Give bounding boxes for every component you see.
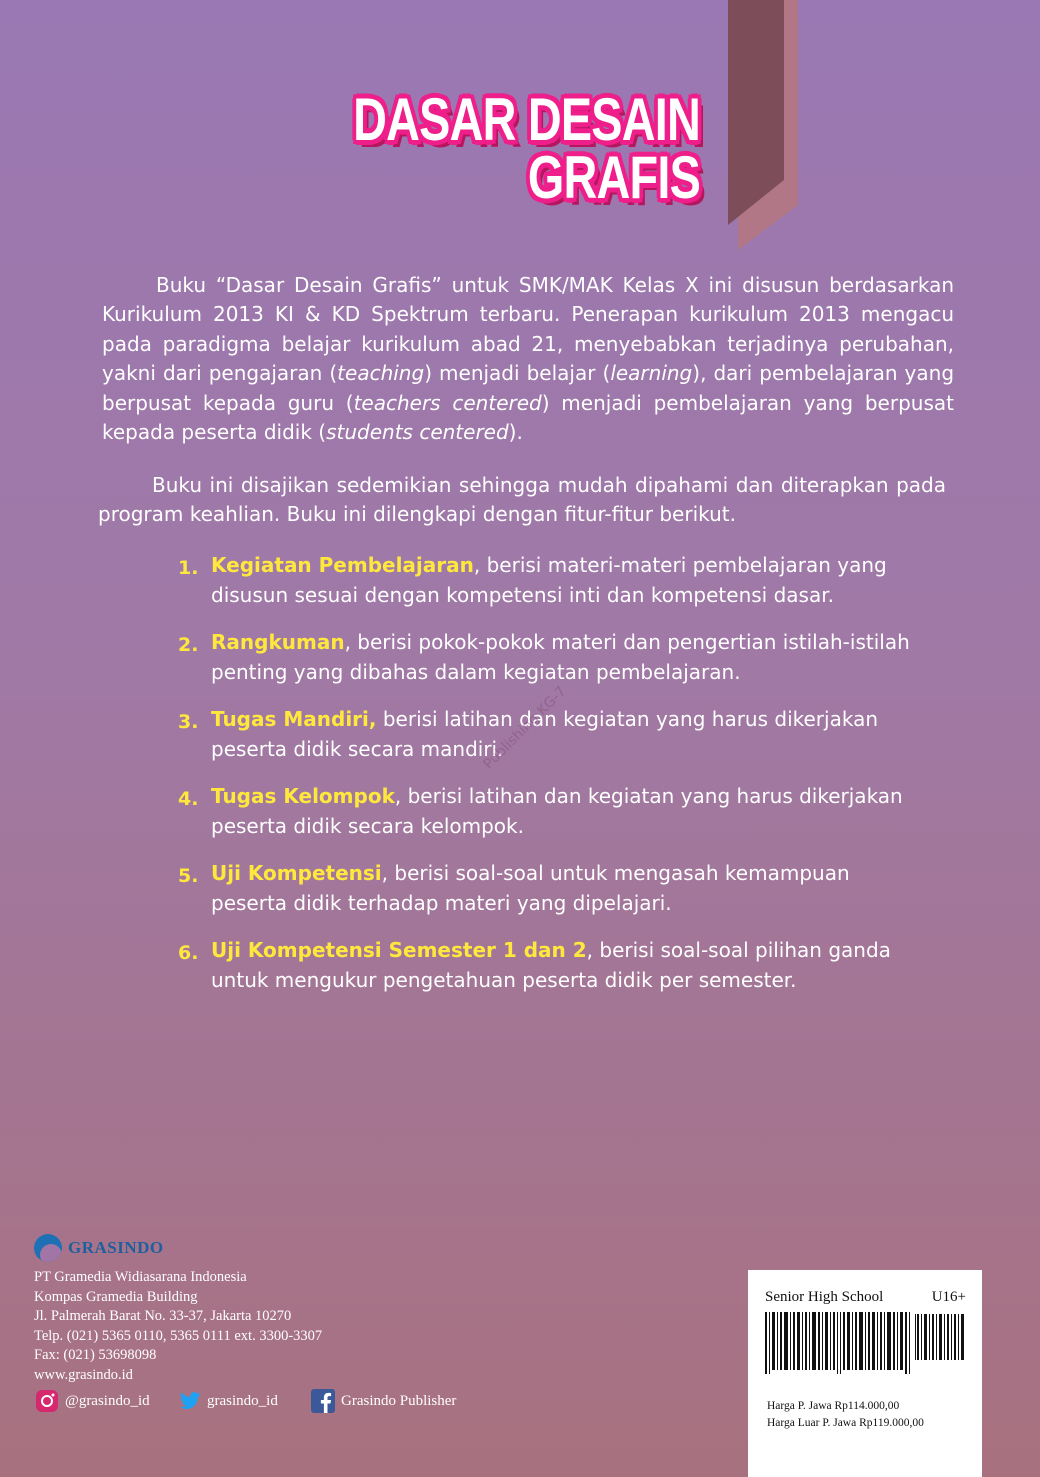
feature-description: , berisi materi-materi pembelajaran yang disusun sesuai dengan kompetensi inti dan kompetensi dasar. — [211, 553, 887, 607]
feature-item — [178, 858, 938, 935]
feature-item — [178, 704, 938, 781]
book-title-line-1: DASAR DESAIN — [353, 86, 700, 153]
isbn-barcode — [765, 1312, 965, 1382]
feature-item — [178, 935, 938, 1012]
feature-term: Rangkuman — [211, 630, 345, 654]
feature-number: 4. — [178, 788, 199, 810]
feature-description: , berisi soal-soal untuk mengasah kemampuan peserta didik terhadap materi yang dipelajari. — [211, 861, 850, 915]
publisher-address: Jl. Palmerah Barat No. 33-37, Jakarta 10270 — [34, 1308, 292, 1325]
feature-term: Tugas Mandiri, — [211, 707, 377, 731]
bookmark-ribbon — [728, 0, 798, 250]
price-java: Harga P. Jawa Rp114.000,00 — [767, 1400, 900, 1412]
publisher-phone: Telp. (021) 5365 0110, 5365 0111 ext. 3300-3307 — [34, 1327, 323, 1344]
book-title-line-2: GRAFIS — [527, 144, 700, 211]
feature-number: 1. — [178, 557, 199, 579]
twitter-icon — [176, 1388, 202, 1414]
facebook-page: Grasindo Publisher — [341, 1392, 457, 1409]
social-twitter[interactable] — [176, 1388, 278, 1414]
school-level: Senior High School — [765, 1289, 884, 1305]
social-instagram[interactable] — [34, 1388, 150, 1414]
feature-item — [178, 781, 938, 858]
instagram-icon — [34, 1388, 60, 1414]
feature-term: Tugas Kelompok — [211, 784, 395, 808]
price-outside-java: Harga Luar P. Jawa Rp119.000,00 — [767, 1417, 924, 1429]
publisher-name: PT Gramedia Widiasarana Indonesia — [34, 1269, 247, 1285]
feature-number: 2. — [178, 634, 199, 656]
social-facebook[interactable] — [310, 1388, 456, 1414]
intro-paragraph-2: Buku ini disajikan sedemikian sehingga mudah dipahami dan diterapkan pada program keahlian. Buku ini dilengkapi dengan fitur-fitur berikut. — [98, 473, 946, 527]
feature-term: Kegiatan Pembelajaran — [211, 553, 474, 577]
feature-description: , berisi pokok-pokok materi dan pengertian istilah-istilah penting yang dibahas dalam kegiatan pembelajaran. — [211, 630, 910, 684]
twitter-handle: grasindo_id — [207, 1392, 278, 1409]
intro-paragraph-1: Buku “Dasar Desain Grafis” untuk SMK/MAK Kelas X ini disusun berdasarkan Kurikulum 2013 KI & KD Spektrum terbaru. Penerapan kurikulum 2013 mengacu pada paradigma belajar kurikulum abad 21, menyebabkan terjadinya perubahan, yakni dari pengajaran (teaching) menjadi belajar (learning), dari pembelajaran yang berpusat kepada guru (teachers centered) menjadi pembelajaran yang berpusat kepada peserta didik (students centered). — [102, 273, 955, 445]
feature-term: Uji Kompetensi Semester 1 dan 2 — [211, 938, 587, 962]
age-rating: U16+ — [931, 1289, 966, 1305]
feature-term: Uji Kompetensi — [211, 861, 382, 885]
instagram-handle: @grasindo_id — [65, 1392, 150, 1409]
publisher-website[interactable]: www.grasindo.id — [34, 1366, 133, 1383]
feature-number: 5. — [178, 865, 199, 887]
publisher-building: Kompas Gramedia Building — [34, 1288, 198, 1305]
publisher-fax: Fax: (021) 53698098 — [34, 1347, 157, 1364]
publisher-info — [34, 1232, 322, 1386]
barcode-panel — [748, 1270, 982, 1477]
publisher-logo-text: GRASINDO — [68, 1238, 164, 1258]
feature-description: berisi latihan dan kegiatan yang harus dikerjakan peserta didik secara mandiri. — [211, 707, 878, 761]
grasindo-logo-icon — [34, 1234, 62, 1262]
publisher-logo — [34, 1232, 322, 1264]
feature-list — [178, 550, 938, 1012]
feature-description: , berisi latihan dan kegiatan yang harus dikerjakan peserta didik secara kelompok. — [211, 784, 903, 838]
facebook-icon — [310, 1388, 336, 1414]
watermark: Publishing KG-7 — [480, 683, 570, 773]
feature-number: 6. — [178, 942, 199, 964]
feature-item — [178, 550, 938, 627]
feature-description: , berisi soal-soal pilihan ganda untuk mengukur pengetahuan peserta didik per semester. — [211, 938, 891, 992]
feature-number: 3. — [178, 711, 199, 733]
